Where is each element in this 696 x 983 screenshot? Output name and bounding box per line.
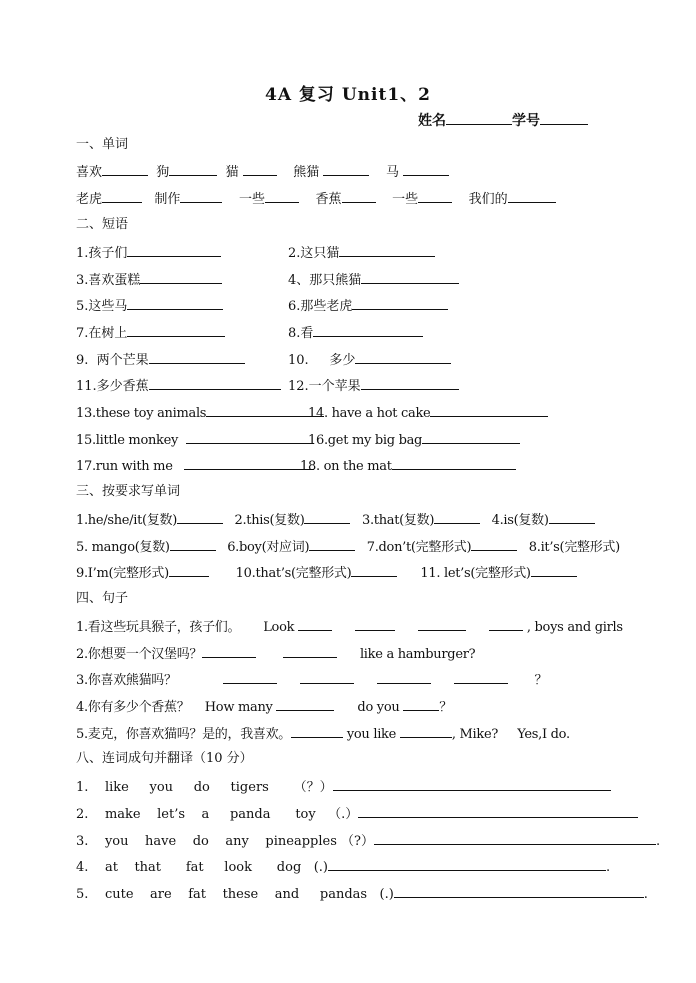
answer-blank[interactable] [291, 724, 343, 738]
word-label: 狗 [156, 165, 170, 180]
phrase-left [76, 296, 223, 316]
phrase-right [288, 270, 459, 290]
answer-blank[interactable] [127, 296, 223, 310]
word-label: 一些 [238, 192, 265, 207]
phrase-left [76, 350, 245, 370]
answer-blank[interactable] [323, 162, 369, 176]
sentence-prompt: 3.你喜欢熊猫吗？ [76, 673, 177, 688]
answer-blank[interactable] [392, 456, 516, 470]
phrase-label: 7.在树上 [76, 326, 128, 341]
scrambled-word: any [225, 834, 249, 849]
id-blank[interactable] [540, 111, 588, 125]
answer-blank[interactable] [430, 403, 548, 417]
answer-blank[interactable] [489, 617, 523, 631]
answer-blank[interactable] [400, 724, 452, 738]
sentence-word: How many [204, 700, 273, 715]
answer-blank[interactable] [283, 644, 337, 658]
scrambled-word: do [193, 780, 210, 795]
phrase-label: 3.喜欢蛋糕 [76, 273, 141, 288]
answer-blank[interactable] [403, 697, 439, 711]
sentence-word: Yes,I do. [517, 727, 570, 742]
section-heading-phrases: 二、短语 [76, 217, 129, 232]
scrambled-word: a [201, 807, 210, 822]
answer-blank[interactable] [223, 670, 277, 684]
sentence-word: ？ [534, 673, 548, 688]
end-mark: . [605, 860, 611, 875]
name-blank[interactable] [446, 111, 512, 125]
scrambled-word: look [224, 860, 252, 875]
word-form-row-1 [76, 510, 595, 530]
answer-blank[interactable] [355, 617, 395, 631]
end-mark: . [643, 887, 648, 902]
answer-blank[interactable] [177, 510, 223, 524]
answer-blank[interactable] [140, 270, 222, 284]
sentence-word: ？ [439, 700, 452, 715]
sentence-word: like a hamburger? [359, 647, 476, 662]
answer-blank[interactable] [313, 323, 423, 337]
phrase-right [288, 243, 435, 263]
phrase-right [308, 430, 520, 450]
answer-blank[interactable] [184, 456, 314, 470]
word-form-row-2 [76, 537, 620, 557]
answer-blank[interactable] [374, 831, 656, 845]
phrase-label: 13.these toy animals [76, 406, 207, 421]
sentence-word: , Mike? [451, 727, 499, 742]
answer-blank[interactable] [333, 777, 611, 791]
phrase-left [76, 430, 314, 450]
section-heading-sentences: 四、句子 [76, 591, 129, 606]
word-form-label: 4.is(复数) [491, 513, 549, 528]
phrase-label: 6.那些老虎 [288, 299, 353, 314]
answer-blank[interactable] [304, 510, 350, 524]
phrase-right [288, 296, 448, 316]
phrase-label: 18. on the mat [300, 459, 392, 474]
phrase-label: 10. 多少 [288, 353, 356, 368]
scrambled-word: tigers [230, 780, 269, 795]
word-form-row-3 [76, 563, 577, 583]
answer-blank[interactable] [531, 563, 577, 577]
sentence-prompt: 2.你想要一个汉堡吗？ [76, 647, 203, 662]
phrase-left [76, 403, 324, 423]
item-number: 2. [76, 807, 89, 822]
answer-blank[interactable] [352, 296, 448, 310]
word-form-label: 9.I’m(完整形式) [76, 566, 169, 581]
sentence-word: you like [346, 727, 397, 742]
punctuation-hint: （.） [328, 807, 359, 822]
answer-blank[interactable] [298, 617, 332, 631]
answer-blank[interactable] [127, 323, 225, 337]
section-heading-words: 一、单词 [76, 137, 129, 152]
scrambled-word: you [149, 780, 174, 795]
answer-blank[interactable] [276, 697, 334, 711]
answer-blank[interactable] [434, 510, 480, 524]
id-label: 学号 [512, 113, 540, 129]
answer-blank[interactable] [422, 430, 520, 444]
scrambled-word: panda [229, 807, 271, 822]
scrambled-word: make [104, 807, 141, 822]
answer-blank[interactable] [328, 857, 606, 871]
phrase-label: 1.孩子们 [76, 246, 128, 261]
phrase-right [288, 323, 423, 343]
word-form-label: 6.boy(对应词) [227, 540, 310, 555]
scrambled-word: pineapples [265, 834, 337, 849]
word-form-label: 5. mango(复数) [76, 540, 170, 555]
answer-blank[interactable] [351, 563, 397, 577]
word-label: 我们的 [468, 192, 508, 207]
scrambled-word: fat [188, 887, 207, 902]
answer-blank[interactable] [149, 350, 245, 364]
sentence-word: , boys and girls [526, 620, 623, 635]
phrase-label: 17.run with me [76, 459, 173, 474]
scrambled-word: at [104, 860, 118, 875]
sentence-2 [76, 644, 475, 664]
word-label: 熊猫 [293, 165, 320, 180]
scrambled-word: toy [295, 807, 316, 822]
word-label: 喜欢 [76, 165, 103, 180]
word-form-label: 8.it’s(完整形式) [528, 540, 620, 555]
sentence-prompt: 4.你有多少个香蕉？ [76, 700, 190, 715]
reorder-item-1 [76, 777, 611, 797]
phrase-right [300, 456, 516, 476]
sentence-word: Look [263, 620, 295, 635]
student-info [418, 110, 588, 130]
word-label: 马 [385, 165, 399, 180]
reorder-item-4 [76, 857, 610, 877]
answer-blank[interactable] [361, 270, 459, 284]
answer-blank[interactable] [358, 804, 638, 818]
scrambled-word: like [104, 780, 129, 795]
phrase-label: 5.这些马 [76, 299, 128, 314]
item-number: 4. [76, 860, 89, 875]
answer-blank[interactable] [394, 884, 644, 898]
phrase-label: 12.一个苹果 [288, 379, 361, 394]
reorder-item-5 [76, 884, 648, 904]
word-label: 猫 [225, 165, 239, 180]
item-number: 3. [76, 834, 89, 849]
answer-blank[interactable] [361, 376, 459, 390]
section-heading-reorder: 八、连词成句并翻译（10 分） [76, 751, 253, 766]
words-row-2 [76, 189, 556, 209]
answer-blank[interactable] [170, 537, 216, 551]
word-form-label: 7.don’t(完整形式) [366, 540, 472, 555]
scrambled-word: have [145, 834, 177, 849]
phrase-label: 9. 两个芒果 [76, 353, 149, 368]
word-label: 制作 [154, 192, 181, 207]
phrase-left [76, 456, 314, 476]
answer-blank[interactable] [403, 162, 449, 176]
punctuation-hint: （？） [293, 780, 333, 795]
phrase-right [288, 376, 459, 396]
reorder-item-3 [76, 831, 660, 851]
sentence-4 [76, 697, 452, 717]
answer-blank[interactable] [102, 189, 142, 203]
phrase-left [76, 323, 225, 343]
scrambled-word: are [150, 887, 172, 902]
answer-blank[interactable] [300, 670, 354, 684]
answer-blank[interactable] [149, 376, 281, 390]
answer-blank[interactable] [339, 243, 435, 257]
reorder-item-2 [76, 804, 638, 824]
scrambled-word: you [104, 834, 129, 849]
sentence-3 [76, 670, 547, 690]
sentence-1 [76, 617, 623, 637]
answer-blank[interactable] [180, 189, 222, 203]
answer-blank[interactable] [418, 617, 466, 631]
phrase-label: 16.get my big bag [308, 433, 423, 448]
phrase-label: 2.这只猫 [288, 246, 340, 261]
scrambled-word: cute [104, 887, 134, 902]
answer-blank[interactable] [202, 644, 256, 658]
scrambled-word: these [222, 887, 259, 902]
answer-blank[interactable] [342, 189, 376, 203]
answer-blank[interactable] [309, 537, 355, 551]
name-label: 姓名 [418, 113, 446, 129]
answer-blank[interactable] [102, 162, 148, 176]
word-form-label: 1.he/she/it(复数) [76, 513, 177, 528]
end-mark: . [656, 834, 661, 849]
sentence-prompt: 5.麦克，你喜欢猫吗？是的，我喜欢。 [76, 727, 292, 742]
word-form-label: 2.this(复数) [234, 513, 305, 528]
answer-blank[interactable] [169, 563, 209, 577]
answer-blank[interactable] [377, 670, 431, 684]
scrambled-word: dog [276, 860, 302, 875]
answer-blank[interactable] [471, 537, 517, 551]
answer-blank[interactable] [243, 162, 277, 176]
section-heading-word-forms: 三、按要求写单词 [76, 484, 181, 499]
answer-blank[interactable] [127, 243, 221, 257]
scrambled-word: and [274, 887, 300, 902]
scrambled-word: that [134, 860, 162, 875]
item-number: 1. [76, 780, 89, 795]
sentence-5 [76, 724, 570, 744]
phrase-label: 8.看 [288, 326, 314, 341]
phrase-label: 14. have a hot cake [308, 406, 431, 421]
scrambled-word: let’s [157, 807, 186, 822]
answer-blank[interactable] [265, 189, 299, 203]
phrase-label: 15.little monkey [76, 433, 179, 448]
word-label: 香蕉 [315, 192, 342, 207]
phrase-left [76, 270, 222, 290]
answer-blank[interactable] [418, 189, 452, 203]
answer-blank[interactable] [169, 162, 217, 176]
answer-blank[interactable] [549, 510, 595, 524]
word-form-label: 10.that’s(完整形式) [235, 566, 352, 581]
answer-blank[interactable] [355, 350, 451, 364]
sentence-prompt: 1.看这些玩具猴子，孩子们。 [76, 620, 241, 635]
phrase-left [76, 243, 221, 263]
answer-blank[interactable] [186, 430, 314, 444]
scrambled-word: do [192, 834, 209, 849]
item-number: 5. [76, 887, 89, 902]
words-row-1 [76, 162, 449, 182]
word-form-label: 3.that(复数) [361, 513, 435, 528]
word-label: 老虎 [76, 192, 103, 207]
word-form-label: 11. let’s(完整形式) [420, 566, 531, 581]
answer-blank[interactable] [206, 403, 324, 417]
phrase-right [288, 350, 451, 370]
answer-blank[interactable] [508, 189, 556, 203]
punctuation-hint: (.) [379, 887, 394, 902]
worksheet-title: 4A 复习 Unit1、2 [264, 85, 431, 105]
phrase-left [76, 376, 281, 396]
punctuation-hint: （?） [341, 834, 374, 849]
word-label: 一些 [392, 192, 419, 207]
punctuation-hint: (.) [313, 860, 328, 875]
scrambled-word: pandas [319, 887, 368, 902]
scrambled-word: fat [185, 860, 204, 875]
phrase-label: 11.多少香蕉 [76, 379, 149, 394]
sentence-word: do you [357, 700, 400, 715]
answer-blank[interactable] [454, 670, 508, 684]
phrase-right [308, 403, 548, 423]
phrase-label: 4、那只熊猫 [288, 273, 362, 288]
